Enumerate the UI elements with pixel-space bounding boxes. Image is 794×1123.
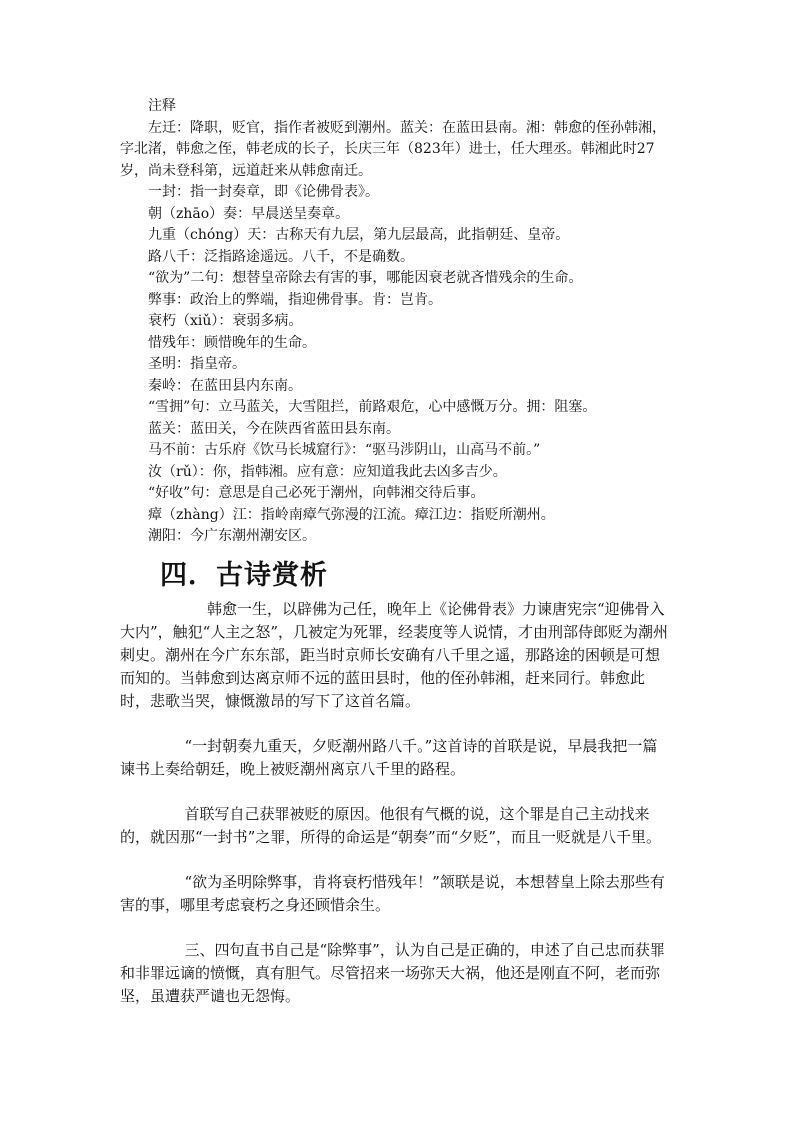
note-item: 秦岭：在蓝田县内东南。 — [148, 377, 302, 394]
section-title: 四．古诗赏析 — [160, 560, 328, 591]
analysis-paragraph: 韩愈一生，以辟佛为己任，晚年上《论佛骨表》力谏唐宪宗“迎佛骨入大内”，触犯“人主之怒”，几被定为死罪，经裴度等人说情，才由刑部侍郎贬为潮州刺史。潮州在今广东东部，距当时京师长安确有八千里之遥，那路途的困顿是可想而知的。当韩愈到达离京师不远的蓝田县时，他的侄孙韩湘，赶来同行。韩愈此时，悲歌当哭，慷慨激昂的写下了这首名篇。 — [120, 600, 669, 710]
notes-section — [120, 96, 668, 548]
note-item: 瘴（zhàng）江：指岭南瘴气弥漫的江流。瘴江边：指贬所潮州。 — [148, 506, 555, 523]
note-item: 左迁：降职，贬官，指作者被贬到潮州。蓝关：在蓝田县南。湘：韩愈的侄孙韩湘，字北渚，韩愈之侄，韩老成的长子，长庆三年（823年）进士，任大理丞。韩湘此时27岁，尚未登科第，远道赶来从韩愈南迁。 — [120, 119, 666, 179]
note-item: 弊事：政治上的弊端，指迎佛骨事。肯：岂肯。 — [148, 291, 442, 308]
note-item: 衰朽（xiǔ）：衰弱多病。 — [148, 313, 303, 329]
note-item: “雪拥”句：立马蓝关，大雪阻拦，前路艰危，心中感慨万分。拥：阻塞。 — [148, 399, 597, 415]
note-item: 朝（zhāo）奏：早晨送呈奏章。 — [148, 205, 350, 222]
analysis-paragraph: 首联写自己获罪被贬的原因。他很有气概的说，这个罪是自己主动找来的，就因那“一封书”之罪，所得的命运是“朝奏”而“夕贬”，而且一贬就是八千里。 — [120, 805, 662, 846]
note-item: “好收”句：意思是自己必死于潮州，向韩湘交待后事。 — [148, 485, 485, 501]
analysis-paragraph: “欲为圣明除弊事，肯将衰朽惜残年！”颔联是说，本想替皇上除去那些有害的事，哪里考虑衰朽之身还顾惜余生。 — [120, 873, 665, 914]
analysis-section — [120, 598, 668, 1032]
note-item: “欲为”二句：想替皇帝除去有害的事，哪能因衰老就吝惜残余的生命。 — [148, 270, 583, 286]
note-item: 路八千：泛指路途遥远。八千，不是确数。 — [148, 248, 414, 265]
note-item: 马不前：古乐府《饮马长城窟行》：“驱马涉阴山，山高马不前。” — [148, 442, 541, 458]
note-item: 蓝关：蓝田关，今在陕西省蓝田县东南。 — [148, 420, 400, 437]
note-item: 潮阳：今广东潮州潮安区。 — [148, 528, 316, 544]
note-item: 汝（rǔ）：你，指韩湘。应有意：应知道我此去凶多吉少。 — [148, 463, 507, 480]
notes-heading: 注释 — [148, 98, 176, 114]
note-item: 一封：指一封奏章，即《论佛骨表》。 — [148, 184, 379, 200]
analysis-paragraph: 三、四句直书自己是“除弊事”，认为自己是正确的，申述了自己忠而获罪和非罪远谪的愤慨，真有胆气。尽管招来一场弥天大祸，他还是刚直不阿，老而弥坚，虽遭获严谴也无怨悔。 — [120, 941, 665, 1005]
note-item: 九重（chóng）天：古称天有九层，第九层最高，此指朝廷、皇帝。 — [148, 227, 570, 243]
note-item: 圣明：指皇帝。 — [148, 356, 246, 372]
analysis-paragraph: “一封朝奏九重天，夕贬潮州路八千。”这首诗的首联是说，早晨我把一篇谏书上奏给朝廷，晚上被贬潮州离京八千里的路程。 — [120, 737, 658, 778]
note-item: 惜残年：顾惜晚年的生命。 — [148, 334, 316, 351]
